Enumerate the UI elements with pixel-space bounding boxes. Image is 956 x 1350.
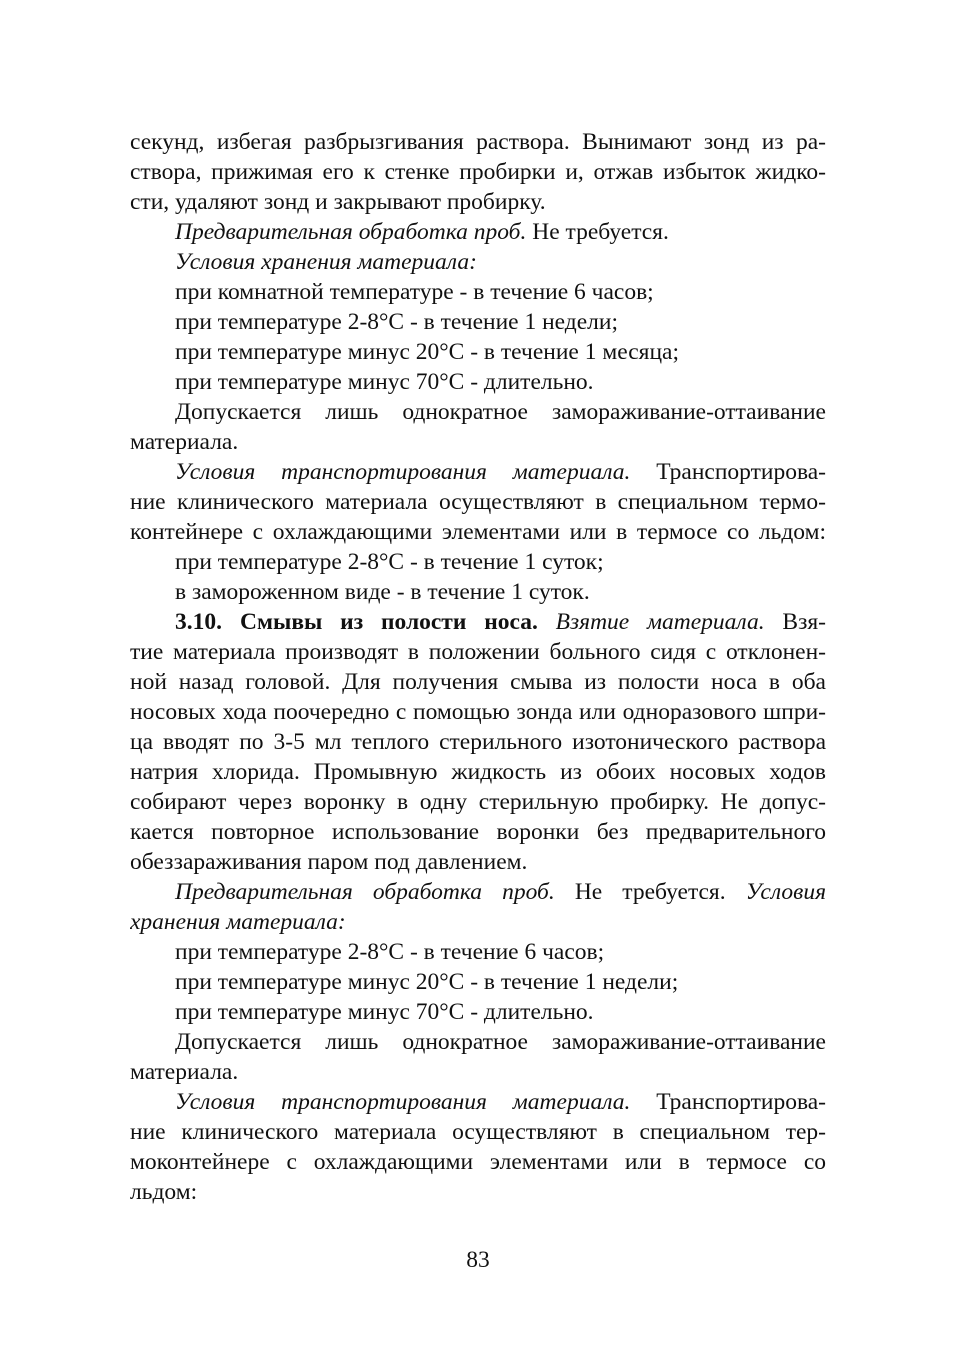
- storage-condition: при комнатной температуре - в течение 6 часов;: [175, 279, 654, 305]
- text-line: кается повторное использование воронки без предварительного: [130, 819, 826, 845]
- text-line: Допускается лишь однократное замораживание-оттаивание: [175, 399, 826, 425]
- text-line: ной назад головой. Для получения смыва из полости носа в оба: [130, 669, 826, 695]
- text-line: ца вводят по 3-5 мл теплого стерильного изотонического раствора: [130, 729, 826, 755]
- text-line: тие материала производят в положении больного сидя с отклонен-: [130, 639, 826, 665]
- storage-condition: при температуре минус 70°С - длительно.: [175, 999, 594, 1025]
- storage-condition: при температуре 2-8°С - в течение 6 часов;: [175, 939, 605, 965]
- text-line: Допускается лишь однократное замораживание-оттаивание: [175, 1029, 826, 1055]
- text-line: материала.: [130, 429, 239, 455]
- storage-condition: при температуре минус 20°С - в течение 1 недели;: [175, 969, 679, 995]
- text-line: обеззараживания паром под давлением.: [130, 849, 528, 875]
- text-line: сти, удаляют зонд и закрывают пробирку.: [130, 189, 546, 215]
- section-number: 3.10.: [175, 609, 222, 635]
- text-line: носовых хода поочередно с помощью зонда или одноразового шпри-: [130, 699, 826, 725]
- transport-condition: в замороженном виде - в течение 1 суток.: [175, 579, 590, 605]
- text-line: ние клинического материала осуществляют в специальном термо-: [130, 489, 826, 515]
- body-text: [130, 127, 826, 1207]
- storage-condition: при температуре 2-8°С - в течение 1 недели;: [175, 309, 619, 335]
- text-line: натрия хлорида. Промывную жидкость из обоих носовых ходов: [130, 759, 826, 785]
- text-line: моконтейнере с охлаждающими элементами или в термосе со: [130, 1149, 826, 1175]
- subheading-line: хранения материала:: [130, 909, 346, 935]
- text-line: материала.: [130, 1059, 239, 1085]
- text-line: контейнере с охлаждающими элементами или в термосе со льдом:: [130, 519, 826, 545]
- subheading-line: Условия транспортирования материала. Транспортирова-: [175, 459, 826, 485]
- subheading-line: Предварительная обработка проб. Не требуется. Условия: [175, 879, 826, 905]
- subheading-line: Условия хранения материала:: [175, 249, 477, 275]
- section-heading: 3.10. Смывы из полости носа. Взятие материала. Взя-: [175, 609, 826, 635]
- page-number: 83: [466, 1247, 490, 1273]
- section-title: Смывы из полости носа.: [240, 609, 538, 635]
- storage-condition: при температуре минус 20°С - в течение 1 месяца;: [175, 339, 679, 365]
- subheading-line: Предварительная обработка проб. Не требуется.: [175, 219, 669, 245]
- subheading-line: Условия транспортирования материала. Транспортирова-: [175, 1089, 826, 1115]
- transport-condition: при температуре 2-8°С - в течение 1 суток;: [175, 549, 604, 575]
- storage-condition: при температуре минус 70°С - длительно.: [175, 369, 594, 395]
- text-line: секунд, избегая разбрызгивания раствора. Вынимают зонд из ра-: [130, 129, 826, 155]
- text-line: льдом:: [130, 1179, 198, 1205]
- text-line: собирают через воронку в одну стерильную пробирку. Не допус-: [130, 789, 826, 815]
- text-line: ние клинического материала осуществляют в специальном тер-: [130, 1119, 826, 1145]
- text-line: створа, прижимая его к стенке пробирки и, отжав избыток жидко-: [130, 159, 826, 185]
